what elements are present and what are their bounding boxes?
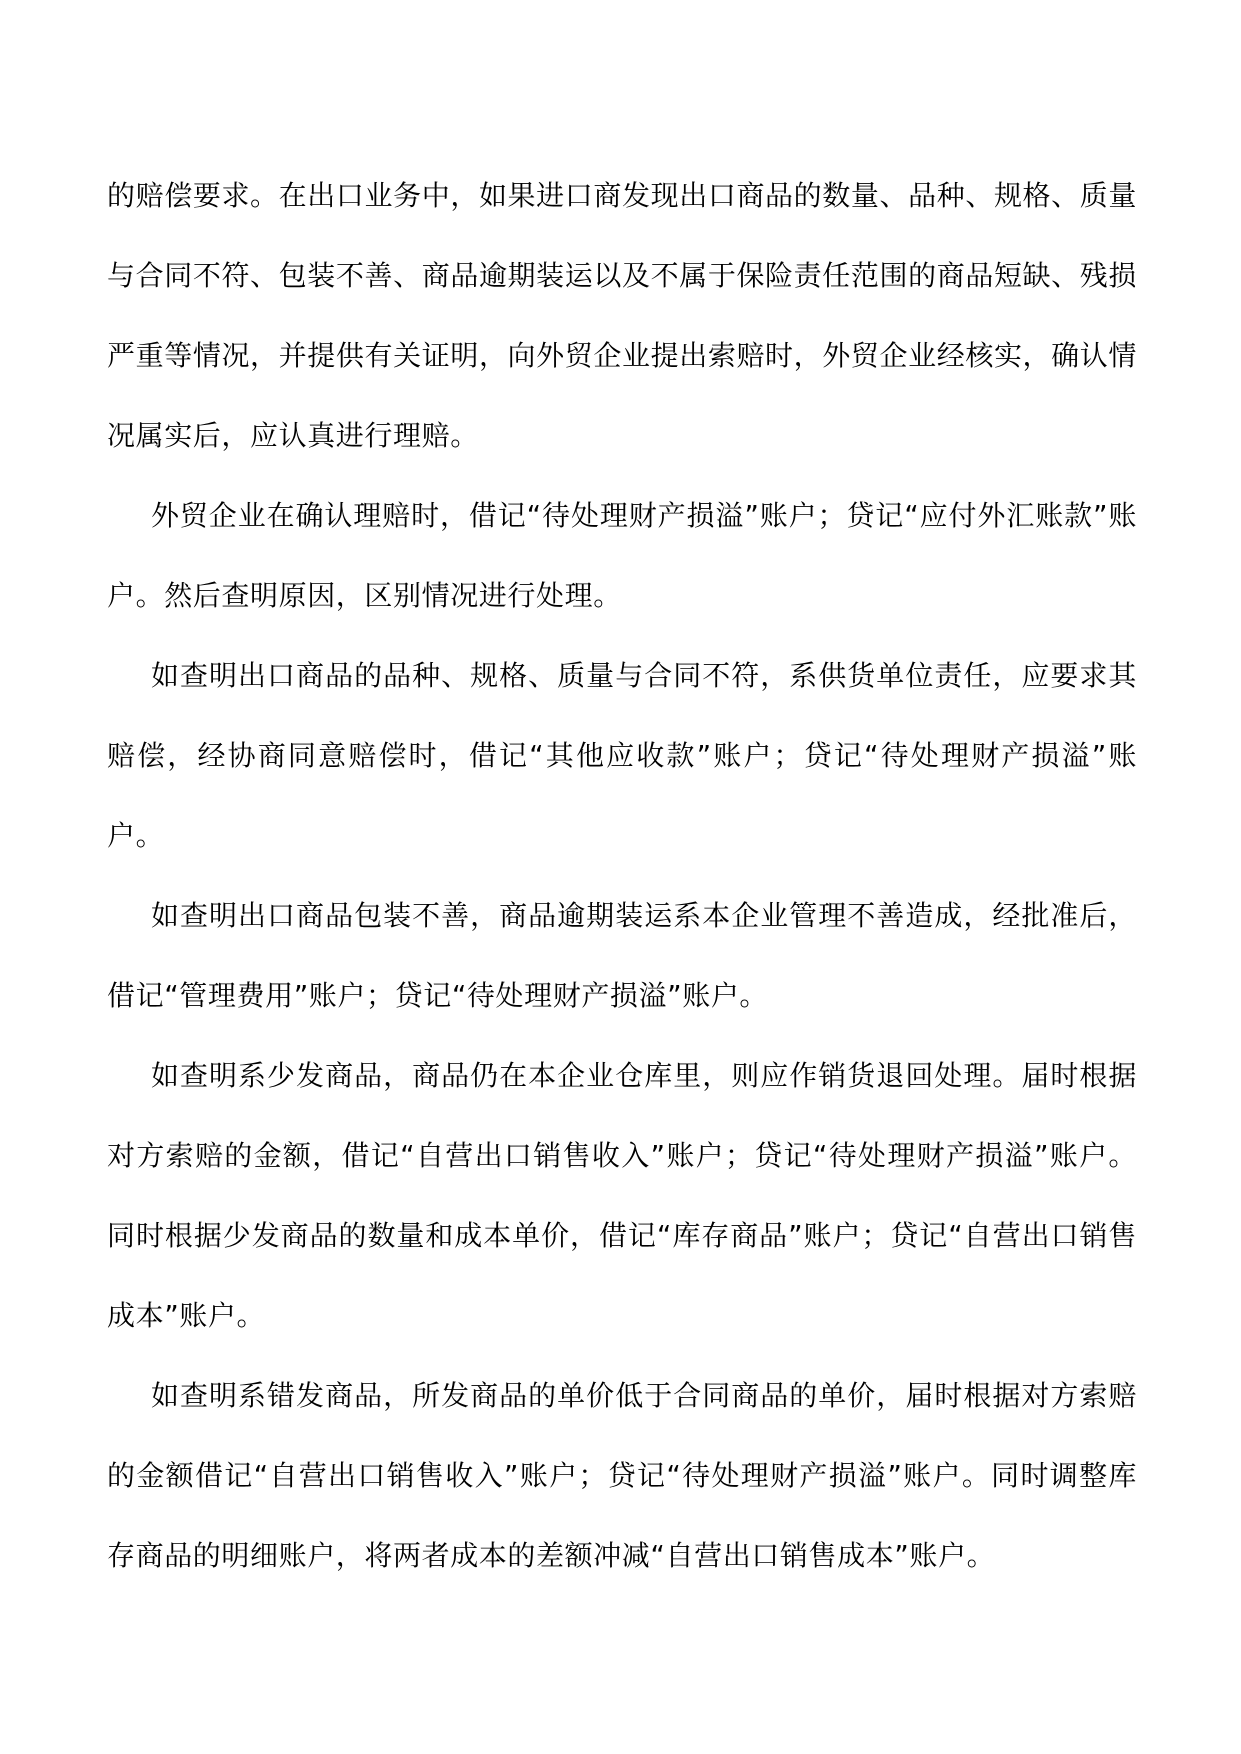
paragraph-claim-confirmation: 外贸企业在确认理赔时，借记“待处理财产损溢”账户；贷记“应付外汇账款”账户。然后查明原因，区别情况进行处理。 — [107, 499, 1137, 612]
document-body — [107, 156, 1137, 1596]
paragraph-packaging-issue: 如查明出口商品包装不善，商品逾期装运系本企业管理不善造成，经批准后，借记“管理费用”账户；贷记“待处理财产损溢”账户。 — [107, 899, 1137, 1012]
paragraph-continued: 的赔偿要求。在出口业务中，如果进口商发现出口商品的数量、品种、规格、质量与合同不符、包装不善、商品逾期装运以及不属于保险责任范围的商品短缺、残损严重等情况，并提供有关证明，向外贸企业提出索赔时，外贸企业经核实，确认情况属实后，应认真进行理赔。 — [107, 179, 1137, 452]
paragraph-wrong-shipment: 如查明系错发商品，所发商品的单价低于合同商品的单价，届时根据对方索赔的金额借记“自营出口销售收入”账户；贷记“待处理财产损溢”账户。同时调整库存商品的明细账户，将两者成本的差额冲减“自营出口销售成本”账户。 — [107, 1379, 1137, 1572]
paragraph-short-shipment: 如查明系少发商品，商品仍在本企业仓库里，则应作销货退回处理。届时根据对方索赔的金额，借记“自营出口销售收入”账户；贷记“待处理财产损溢”账户。同时根据少发商品的数量和成本单价，借记“库存商品”账户；贷记“自营出口销售成本”账户。 — [107, 1059, 1137, 1332]
paragraph-supplier-responsibility: 如查明出口商品的品种、规格、质量与合同不符，系供货单位责任，应要求其赔偿，经协商同意赔偿时，借记“其他应收款”账户；贷记“待处理财产损溢”账户。 — [107, 659, 1137, 852]
